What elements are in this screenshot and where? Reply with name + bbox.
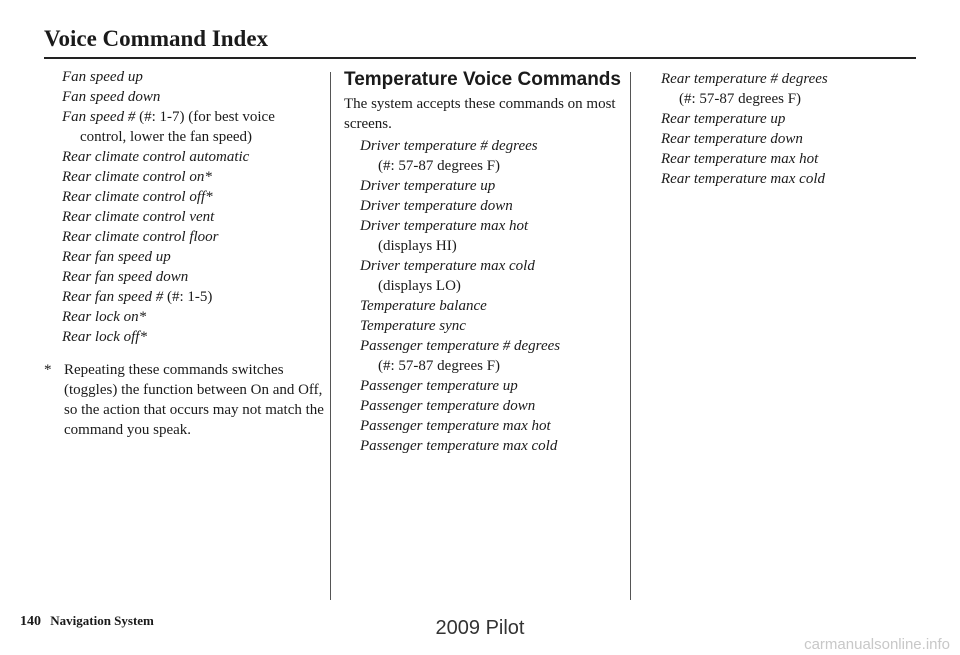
command-text: Rear temperature up xyxy=(661,111,786,127)
footer-section: Navigation System xyxy=(50,613,154,628)
column-rear-temperature-commands xyxy=(661,69,916,189)
command-item xyxy=(62,207,324,227)
command-item xyxy=(360,216,624,256)
page-number: 140 xyxy=(20,614,41,629)
command-item xyxy=(661,149,916,169)
fan-command-list xyxy=(62,67,324,347)
command-item xyxy=(661,169,916,189)
command-item xyxy=(360,436,624,456)
model-watermark: 2009 Pilot xyxy=(435,617,525,639)
command-text: Rear temperature max cold xyxy=(661,171,825,187)
command-item xyxy=(360,376,624,396)
column-divider-right xyxy=(630,72,631,600)
command-text: Driver temperature down xyxy=(360,198,513,214)
temperature-command-list xyxy=(344,136,624,456)
command-text: Fan speed up xyxy=(62,69,143,85)
command-text: Rear fan speed up xyxy=(62,249,171,265)
command-item xyxy=(62,187,324,207)
command-item xyxy=(62,287,324,307)
command-text: Rear temperature # degrees xyxy=(661,71,828,87)
rear-temperature-command-list xyxy=(661,69,916,189)
command-item xyxy=(360,336,624,376)
site-watermark: carmanualsonline.info xyxy=(804,636,950,653)
command-text: Rear fan speed # xyxy=(62,289,164,305)
command-item xyxy=(62,327,324,347)
command-text: Rear climate control vent xyxy=(62,209,215,225)
column-fan-commands xyxy=(62,67,324,347)
command-item xyxy=(62,227,324,247)
section-heading: Temperature Voice Commands xyxy=(344,69,621,90)
command-text: Driver temperature max cold xyxy=(360,258,535,274)
column-divider-left xyxy=(330,72,331,600)
command-text: Passenger temperature # degrees xyxy=(360,338,561,354)
command-item xyxy=(62,67,324,87)
command-item xyxy=(360,196,624,216)
command-item xyxy=(661,109,916,129)
command-text: Fan speed down xyxy=(62,89,161,105)
command-text: Fan speed # xyxy=(62,109,136,125)
command-item xyxy=(62,307,324,327)
section-intro: The system accepts these commands on most screens. xyxy=(344,96,616,132)
command-parameter: (#: 1-7) (for best voice xyxy=(135,109,275,125)
command-text: Rear climate control on* xyxy=(62,169,212,185)
command-text: Temperature sync xyxy=(360,318,466,334)
command-note: control, lower the fan speed) xyxy=(80,129,253,145)
column-temperature-commands xyxy=(344,69,624,456)
command-note: (#: 57-87 degrees F) xyxy=(679,91,802,107)
command-text: Rear fan speed down xyxy=(62,269,189,285)
command-item xyxy=(62,267,324,287)
command-text: Passenger temperature max cold xyxy=(360,438,558,454)
command-item xyxy=(360,396,624,416)
command-item xyxy=(360,136,624,176)
command-note: (#: 57-87 degrees F) xyxy=(378,158,501,174)
command-item xyxy=(360,176,624,196)
command-note: (#: 57-87 degrees F) xyxy=(378,358,501,374)
command-item xyxy=(360,316,624,336)
command-item xyxy=(62,167,324,187)
command-text: Passenger temperature up xyxy=(360,378,518,394)
command-text: Rear temperature down xyxy=(661,131,803,147)
command-item xyxy=(62,107,324,147)
command-text: Temperature balance xyxy=(360,298,487,314)
command-item xyxy=(661,129,916,149)
command-parameter: (#: 1-5) xyxy=(163,289,213,305)
command-text: Rear lock on* xyxy=(62,309,147,325)
command-item xyxy=(62,247,324,267)
command-item xyxy=(360,296,624,316)
footnote-text: Repeating these commands switches (toggles) the function between On and Off, so the action that occurs may not match the command you speak. xyxy=(64,362,324,438)
command-text: Rear climate control off* xyxy=(62,189,213,205)
command-item xyxy=(360,256,624,296)
header-rule xyxy=(44,57,916,59)
page-title: Voice Command Index xyxy=(44,26,269,51)
command-text: Driver temperature max hot xyxy=(360,218,529,234)
footnote xyxy=(44,360,324,440)
command-text: Passenger temperature down xyxy=(360,398,536,414)
command-text: Rear temperature max hot xyxy=(661,151,819,167)
command-text: Driver temperature up xyxy=(360,178,496,194)
command-item xyxy=(661,69,916,109)
command-item xyxy=(62,147,324,167)
command-item xyxy=(360,416,624,436)
command-text: Rear lock off* xyxy=(62,329,147,345)
command-item xyxy=(62,87,324,107)
command-text: Rear climate control floor xyxy=(62,229,219,245)
command-note: (displays HI) xyxy=(378,238,457,254)
command-text: Passenger temperature max hot xyxy=(360,418,551,434)
command-text: Rear climate control automatic xyxy=(62,149,250,165)
command-text: Driver temperature # degrees xyxy=(360,138,538,154)
command-note: (displays LO) xyxy=(378,278,461,294)
footnote-marker: * xyxy=(44,362,52,378)
